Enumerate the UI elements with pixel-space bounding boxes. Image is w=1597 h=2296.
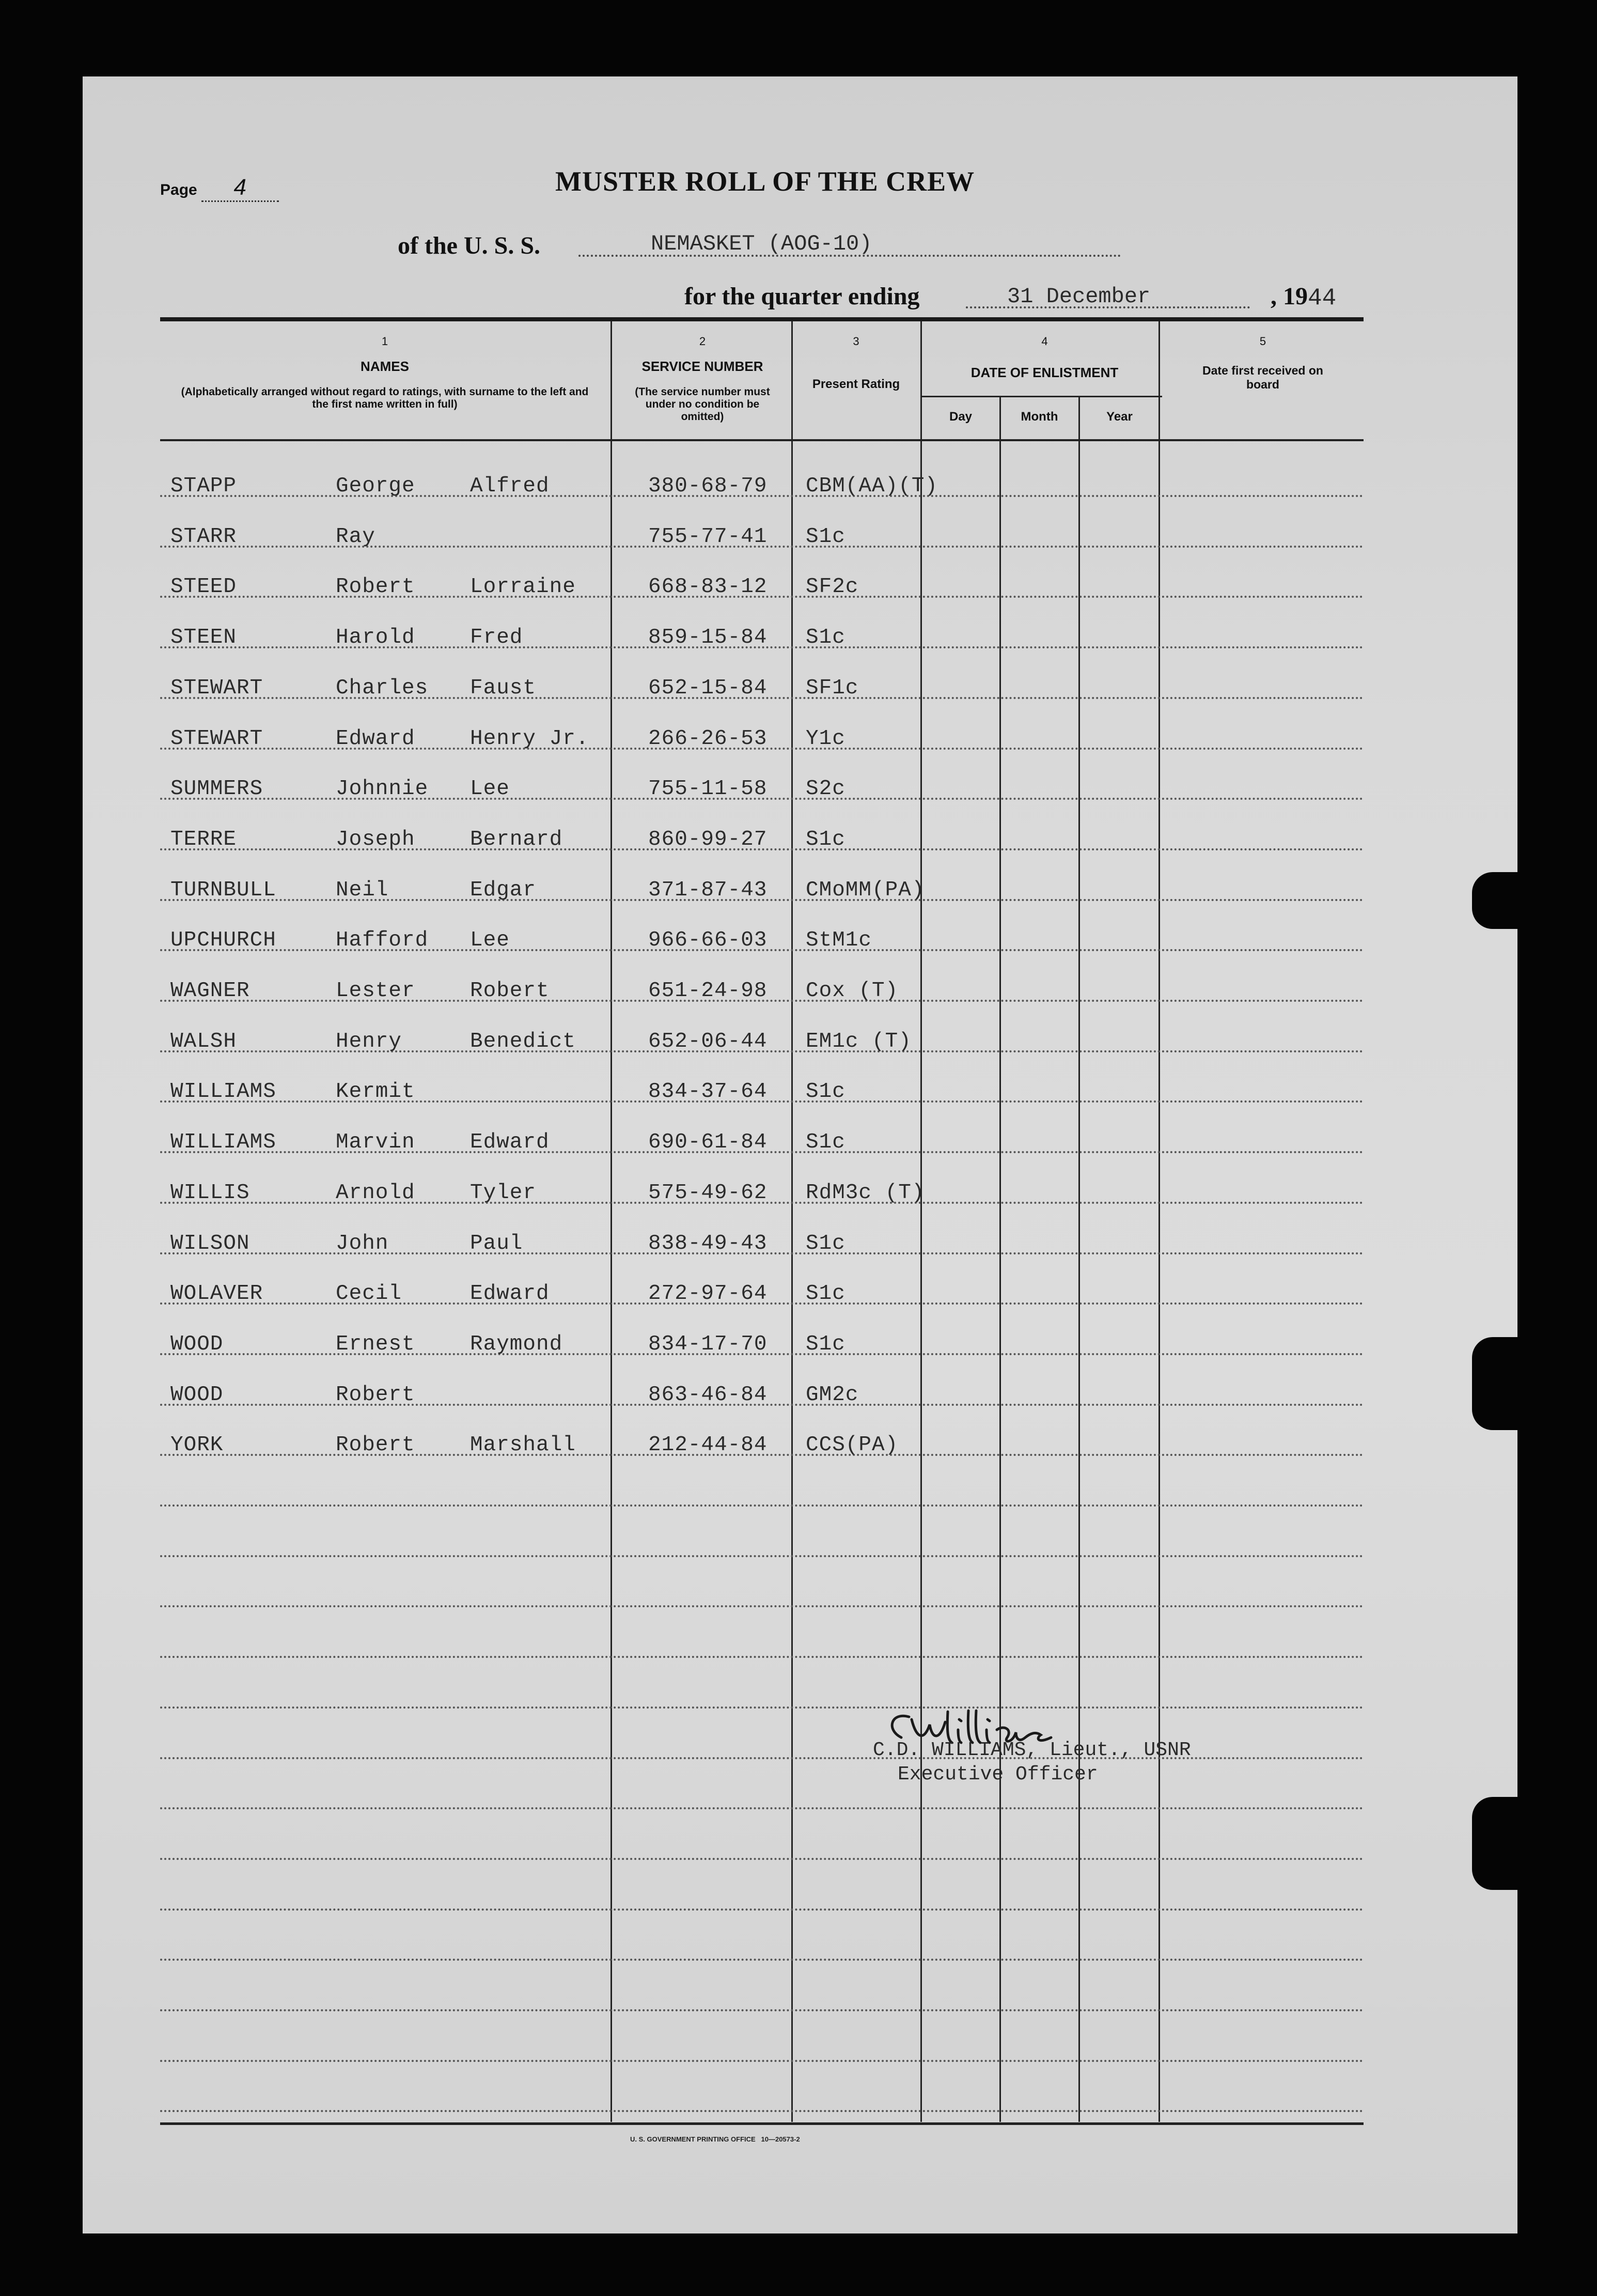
crew-surname: STARR — [170, 524, 237, 549]
crew-row — [83, 928, 1517, 959]
crew-surname: WAGNER — [170, 979, 250, 1003]
ruled-line — [160, 1707, 1364, 1709]
crew-service-number: 859-15-84 — [648, 626, 768, 650]
crew-service-number: 838-49-43 — [648, 1231, 768, 1255]
crew-service-number: 834-17-70 — [648, 1332, 768, 1356]
crew-middle-name: Lee — [470, 777, 510, 801]
col-rating-header: 3 Present Rating — [812, 335, 900, 391]
crew-service-number: 380-68-79 — [648, 474, 768, 498]
crew-surname: WILSON — [170, 1231, 250, 1255]
crew-row — [83, 1130, 1517, 1161]
crew-surname: SUMMERS — [170, 777, 263, 801]
crew-surname: STAPP — [170, 474, 237, 498]
crew-rating: CCS(PA) — [806, 1433, 899, 1457]
crew-first-name: Harold — [336, 626, 415, 650]
col-enlistment-header: 4 DATE OF ENLISTMENT — [970, 335, 1119, 380]
crew-middle-name: Marshall — [470, 1433, 576, 1457]
crew-middle-name: Henry Jr. — [470, 726, 589, 751]
crew-service-number: 371-87-43 — [648, 878, 768, 902]
crew-rating: Y1c — [806, 726, 846, 751]
crew-surname: UPCHURCH — [170, 928, 276, 953]
crew-rating: S1c — [806, 1282, 846, 1306]
crew-rating: Cox (T) — [806, 979, 899, 1003]
signature-title: Executive Officer — [898, 1763, 1098, 1786]
col-enlist-year: Year — [1106, 410, 1133, 424]
crew-surname: WILLIAMS — [170, 1130, 276, 1155]
crew-row — [83, 979, 1517, 1010]
crew-first-name: Joseph — [336, 827, 415, 851]
crew-first-name: Robert — [336, 1383, 415, 1407]
crew-row — [83, 1332, 1517, 1363]
crew-middle-name: Lorraine — [470, 575, 576, 599]
crew-first-name: John — [336, 1231, 389, 1255]
col-enlist-month: Month — [1021, 410, 1058, 424]
crew-service-number: 652-06-44 — [648, 1029, 768, 1053]
crew-service-number: 860-99-27 — [648, 827, 768, 851]
ship-label: of the U. S. S. — [398, 232, 541, 259]
crew-service-number: 755-77-41 — [648, 524, 768, 549]
crew-surname: WOOD — [170, 1332, 224, 1356]
crew-surname: STEED — [170, 575, 237, 599]
ship-name: NEMASKET (AOG-10) — [651, 231, 872, 256]
crew-first-name: Robert — [336, 575, 415, 599]
crew-row — [83, 575, 1517, 606]
crew-rating: S2c — [806, 777, 846, 801]
footer-rule — [160, 2122, 1364, 2125]
crew-row — [83, 1282, 1517, 1313]
crew-rating: StM1c — [806, 928, 872, 953]
crew-service-number: 652-15-84 — [648, 676, 768, 700]
crew-service-number: 966-66-03 — [648, 928, 768, 953]
crew-first-name: Ray — [336, 524, 375, 549]
crew-service-number: 651-24-98 — [648, 979, 768, 1003]
form-title: MUSTER ROLL OF THE CREW — [555, 166, 975, 197]
crew-rating: S1c — [806, 1332, 846, 1356]
column-header-rule — [160, 439, 1364, 441]
crew-first-name: Hafford — [336, 928, 429, 953]
crew-rating: CBM(AA)(T) — [806, 474, 938, 498]
crew-surname: WOLAVER — [170, 1282, 263, 1306]
crew-middle-name: Tyler — [470, 1181, 537, 1205]
crew-first-name: Cecil — [336, 1282, 402, 1306]
col-received-header: 5 Date first received on board — [1202, 335, 1323, 391]
crew-first-name: Neil — [336, 878, 389, 902]
ruled-line — [160, 1909, 1364, 1911]
crew-rating: SF2c — [806, 575, 859, 599]
crew-first-name: Charles — [336, 676, 429, 700]
col-service-header: 2 SERVICE NUMBER (The service number must under no condition be omitted) — [635, 335, 770, 423]
crew-rating: S1c — [806, 827, 846, 851]
ruled-line — [160, 2060, 1364, 2062]
crew-row — [83, 727, 1517, 758]
crew-row — [83, 777, 1517, 808]
crew-rating: CMoMM(PA) — [806, 878, 925, 902]
crew-middle-name: Fred — [470, 626, 523, 650]
crew-service-number: 272-97-64 — [648, 1282, 768, 1306]
crew-row — [83, 1181, 1517, 1212]
page-label: Page 4 — [160, 175, 279, 202]
crew-service-number: 755-11-58 — [648, 777, 768, 801]
printing-office-footer: U. S. GOVERNMENT PRINTING OFFICE 10—20573-2 — [630, 2135, 800, 2143]
crew-rating: GM2c — [806, 1383, 859, 1407]
crew-rating: S1c — [806, 1130, 846, 1155]
crew-middle-name: Alfred — [470, 474, 550, 498]
crew-first-name: Lester — [336, 979, 415, 1003]
crew-first-name: George — [336, 474, 415, 498]
ruled-line — [160, 1656, 1364, 1658]
crew-first-name: Johnnie — [336, 777, 429, 801]
quarter-year: , 1944 — [1271, 283, 1337, 312]
col-names-header: 1 NAMES (Alphabetically arranged without regard to ratings, with surname to the left and the first name written in full) — [181, 335, 589, 410]
crew-row — [83, 1433, 1517, 1464]
crew-middle-name: Paul — [470, 1231, 523, 1255]
crew-middle-name: Bernard — [470, 827, 563, 851]
crew-first-name: Marvin — [336, 1130, 415, 1155]
crew-middle-name: Faust — [470, 676, 537, 700]
signature-typed-name: C.D. WILLIAMS, Lieut., USNR — [873, 1739, 1191, 1761]
crew-middle-name: Robert — [470, 979, 550, 1003]
crew-surname: STEWART — [170, 676, 263, 700]
quarter-label: for the quarter ending — [684, 283, 920, 310]
ruled-line — [160, 1959, 1364, 1961]
crew-surname: TERRE — [170, 827, 237, 851]
crew-middle-name: Benedict — [470, 1029, 576, 1053]
muster-roll-sheet — [83, 76, 1517, 2233]
crew-service-number: 212-44-84 — [648, 1433, 768, 1457]
crew-row — [83, 1030, 1517, 1061]
crew-row — [83, 525, 1517, 556]
ruled-line — [160, 1807, 1364, 1809]
crew-row — [83, 1383, 1517, 1414]
col-enlist-day: Day — [949, 410, 973, 424]
crew-surname: STEEN — [170, 626, 237, 650]
header-rule — [160, 317, 1364, 321]
crew-surname: WALSH — [170, 1029, 237, 1053]
crew-rating: S1c — [806, 524, 846, 549]
crew-row — [83, 676, 1517, 707]
crew-first-name: Robert — [336, 1433, 415, 1457]
crew-rating: EM1c (T) — [806, 1029, 912, 1053]
crew-row — [83, 626, 1517, 657]
ruled-line — [160, 1605, 1364, 1607]
crew-row — [83, 474, 1517, 505]
crew-surname: WOOD — [170, 1383, 224, 1407]
ruled-line — [160, 1555, 1364, 1557]
crew-row — [83, 878, 1517, 909]
page-number: 4 — [201, 175, 279, 202]
binder-notch-3 — [1472, 1797, 1517, 1890]
crew-middle-name: Edward — [470, 1282, 550, 1306]
ruled-line — [160, 2110, 1364, 2112]
quarter-date: 31 December — [1007, 284, 1151, 309]
crew-row — [83, 828, 1517, 859]
crew-middle-name: Lee — [470, 928, 510, 953]
crew-first-name: Arnold — [336, 1181, 415, 1205]
crew-service-number: 863-46-84 — [648, 1383, 768, 1407]
ruled-line — [160, 1858, 1364, 1860]
crew-surname: WILLIAMS — [170, 1080, 276, 1104]
crew-first-name: Kermit — [336, 1080, 415, 1104]
crew-first-name: Henry — [336, 1029, 402, 1053]
enlistment-subrule — [922, 396, 1162, 397]
crew-service-number: 266-26-53 — [648, 726, 768, 751]
ruled-line — [160, 1504, 1364, 1507]
crew-first-name: Ernest — [336, 1332, 415, 1356]
crew-rating: S1c — [806, 1080, 846, 1104]
crew-service-number: 690-61-84 — [648, 1130, 768, 1155]
crew-middle-name: Edgar — [470, 878, 537, 902]
crew-middle-name: Raymond — [470, 1332, 563, 1356]
crew-service-number: 834-37-64 — [648, 1080, 768, 1104]
crew-first-name: Edward — [336, 726, 415, 751]
crew-surname: TURNBULL — [170, 878, 276, 902]
crew-surname: STEWART — [170, 726, 263, 751]
crew-surname: WILLIS — [170, 1181, 250, 1205]
crew-row — [83, 1080, 1517, 1111]
crew-rating: S1c — [806, 1231, 846, 1255]
ruled-line — [160, 2009, 1364, 2011]
crew-service-number: 575-49-62 — [648, 1181, 768, 1205]
crew-surname: YORK — [170, 1433, 224, 1457]
crew-rating: SF1c — [806, 676, 859, 700]
crew-rating: RdM3c (T) — [806, 1181, 925, 1205]
crew-rating: S1c — [806, 626, 846, 650]
crew-middle-name: Edward — [470, 1130, 550, 1155]
crew-service-number: 668-83-12 — [648, 575, 768, 599]
crew-row — [83, 1232, 1517, 1263]
